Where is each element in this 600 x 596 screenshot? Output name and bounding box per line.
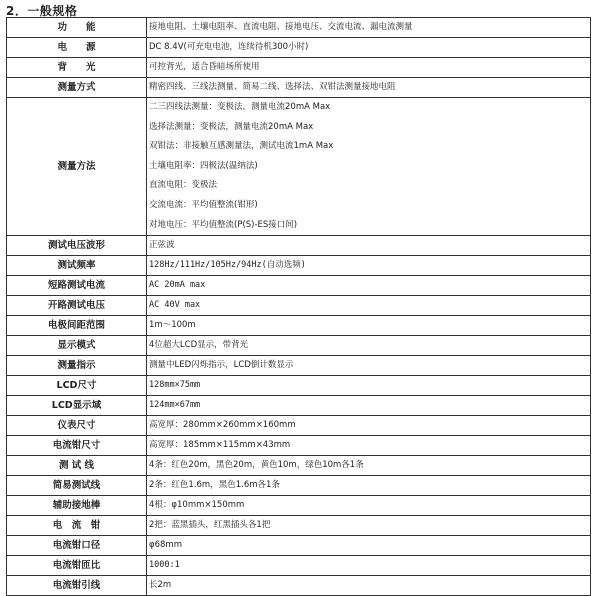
spec-value: AC 20mA max xyxy=(147,276,591,296)
spec-value-line: 直流电阻：变极法 xyxy=(149,180,218,191)
spec-value: φ68mm xyxy=(147,536,591,556)
spec-label: 简易测试线 xyxy=(7,476,147,496)
spec-row xyxy=(7,576,591,596)
spec-row xyxy=(7,38,591,58)
spec-value: 高宽厚：185mm×115mm×43mm xyxy=(147,436,591,456)
spec-row xyxy=(7,516,591,536)
spec-row xyxy=(7,536,591,556)
spec-value: 接地电阻、土壤电阻率、直流电阻、接地电压、交流电流、漏电流测量 xyxy=(147,18,591,38)
spec-label: 显示模式 xyxy=(7,336,147,356)
spec-row xyxy=(7,376,591,396)
spec-row xyxy=(7,396,591,416)
spec-row xyxy=(7,236,591,256)
spec-value: 1000:1 xyxy=(147,556,591,576)
spec-label: 电 源 xyxy=(7,38,147,58)
spec-value-line: 双钳法：非接触互感测量法，测试电流1mA Max xyxy=(149,141,334,152)
spec-value: 4根：φ10mm×150mm xyxy=(147,496,591,516)
spec-row xyxy=(7,296,591,316)
spec-label: 电流钳口径 xyxy=(7,536,147,556)
spec-value: 高宽厚：280mm×260mm×160mm xyxy=(147,416,591,436)
spec-table xyxy=(6,17,591,596)
spec-label: 开路测试电压 xyxy=(7,296,147,316)
spec-row xyxy=(7,556,591,576)
spec-row xyxy=(7,256,591,276)
spec-label: 功 能 xyxy=(7,18,147,38)
spec-value: 128Hz/111Hz/105Hz/94Hz(自动选频) xyxy=(147,256,591,276)
spec-label: 测量指示 xyxy=(7,356,147,376)
spec-row xyxy=(7,98,591,236)
spec-value: 正弦波 xyxy=(147,236,591,256)
spec-label: 电流钳引线 xyxy=(7,576,147,596)
spec-label: 背 光 xyxy=(7,58,147,78)
spec-value: 2条：红色1.6m，黑色1.6m各1条 xyxy=(147,476,591,496)
spec-label: 电极间距范围 xyxy=(7,316,147,336)
spec-value-line: 二三四线法测量：变极法，测量电流20mA Max xyxy=(149,102,331,112)
spec-label: 电 流 钳 xyxy=(7,516,147,536)
spec-value: 4条：红色20m，黑色20m，黄色10m，绿色10m各1条 xyxy=(147,456,591,476)
spec-value: 1m～100m xyxy=(147,316,591,336)
spec-value: 4位超大LCD显示，带背光 xyxy=(147,336,591,356)
spec-value: DC 8.4V(可充电电池，连续待机300小时) xyxy=(147,38,591,58)
spec-label: 测试频率 xyxy=(7,256,147,276)
spec-value xyxy=(147,98,591,236)
spec-row xyxy=(7,496,591,516)
spec-label: 电流钳匝比 xyxy=(7,556,147,576)
spec-row xyxy=(7,18,591,38)
spec-value: 测量中LED闪烁指示，LCD倒计数显示 xyxy=(147,356,591,376)
spec-row xyxy=(7,78,591,98)
spec-label: 测量方式 xyxy=(7,78,147,98)
spec-row xyxy=(7,436,591,456)
spec-row xyxy=(7,58,591,78)
spec-label: LCD尺寸 xyxy=(7,376,147,396)
spec-row xyxy=(7,416,591,436)
spec-label: 测 试 线 xyxy=(7,456,147,476)
spec-label: 辅助接地棒 xyxy=(7,496,147,516)
spec-value: 长2m xyxy=(147,576,591,596)
spec-row xyxy=(7,276,591,296)
spec-label: LCD显示域 xyxy=(7,396,147,416)
spec-value: 精密四线、三线法测量、简易二线、选择法、双钳法测量接地电阻 xyxy=(147,78,591,98)
spec-row xyxy=(7,476,591,496)
spec-value-line: 选择法测量：变极法，测量电流20mA Max xyxy=(149,121,314,132)
spec-row xyxy=(7,456,591,476)
spec-label: 短路测试电流 xyxy=(7,276,147,296)
spec-label: 电流钳尺寸 xyxy=(7,436,147,456)
spec-value-line: 交流电流：平均值整流(钳形) xyxy=(149,199,258,210)
spec-row xyxy=(7,336,591,356)
spec-value: AC 40V max xyxy=(147,296,591,316)
spec-value: 可控背光，适合昏暗场所使用 xyxy=(147,58,591,78)
spec-value: 128mm×75mm xyxy=(147,376,591,396)
section-heading: 2．一般规格 xyxy=(6,4,78,18)
spec-row xyxy=(7,316,591,336)
spec-label: 测量方法 xyxy=(7,98,147,236)
spec-label: 测试电压波形 xyxy=(7,236,147,256)
spec-label: 仪表尺寸 xyxy=(7,416,147,436)
spec-value: 124mm×67mm xyxy=(147,396,591,416)
spec-value: 2把：蓝黑插头，红黑插头各1把 xyxy=(147,516,591,536)
spec-value-line: 对地电压：平均值整流(P(S)-ES接口间) xyxy=(149,219,298,230)
spec-row xyxy=(7,356,591,376)
spec-value-line: 土壤电阻率：四极法(温纳法) xyxy=(149,160,258,171)
